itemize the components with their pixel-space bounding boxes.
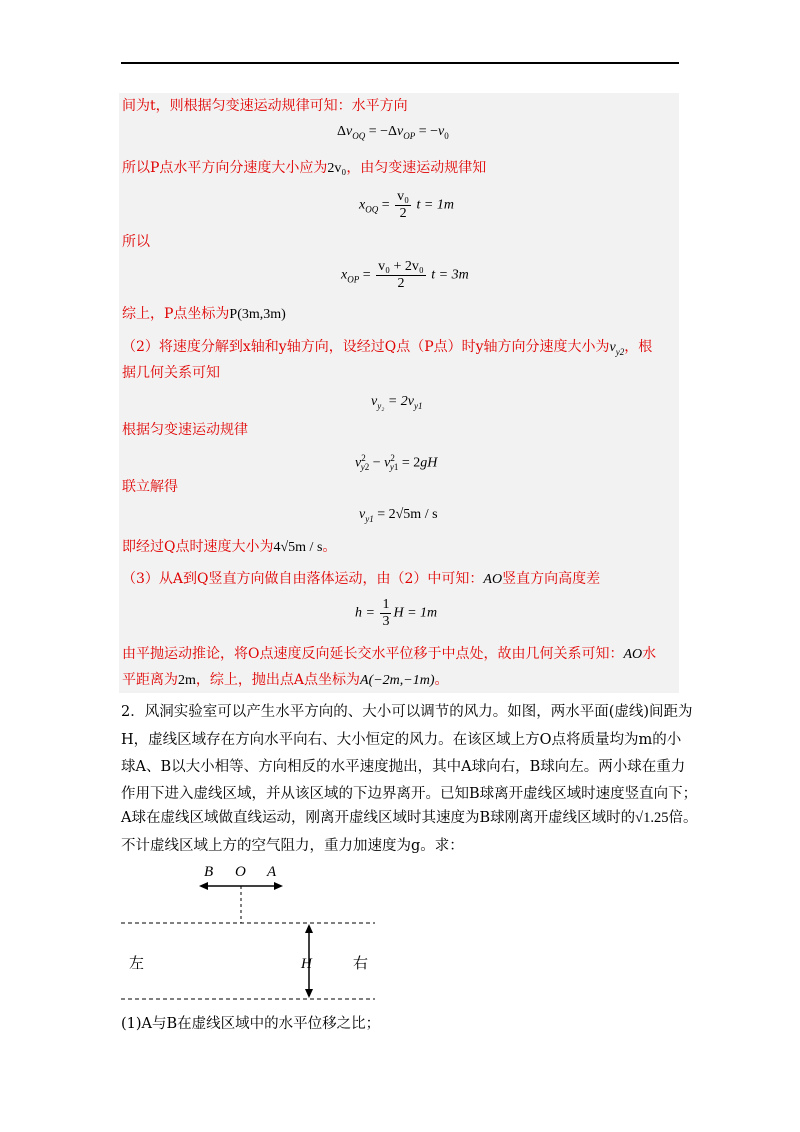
solution-line-6: 据几何关系可知 [122, 365, 220, 381]
header-rule [121, 62, 679, 64]
problem-line-6: 不计虚线区域上方的空气阻力，重力加速度为g。求： [121, 838, 464, 854]
label-a: A [267, 864, 277, 880]
solution-line-2: 所以P点水平方向分速度大小应为2v₀，由匀变速运动规律知 [122, 160, 487, 176]
solution-line-11: 由平抛运动推论，将O点速度反向延长交水平位移于中点处，故由几何关系可知：AO水 [122, 646, 657, 662]
problem-line-3: 球A、B以大小相等、方向相反的水平速度抛出，其中A球向右，B球向左。两小球在重力 [121, 759, 686, 775]
arrow-right-head [274, 882, 283, 890]
formula-x-op: $x_{OP}$ = $\frac{\text{v₀ + 2v₀}}{2}$ t = 3m [341, 259, 469, 291]
solution-line-4: 综上，P点坐标为P(3m,3m) [122, 306, 286, 322]
solution-line-3: 所以 [122, 234, 150, 250]
label-left: 左 [129, 956, 145, 972]
question-1: (1)A与B在虚线区域中的水平位移之比； [121, 1016, 381, 1032]
solution-line-10: （3）从A到Q竖直方向做自由落体运动，由（2）中可知：AO竖直方向高度差 [122, 571, 601, 587]
solution-line-7: 根据匀变速运动规律 [122, 422, 248, 438]
height-arrow-up [305, 924, 313, 933]
label-o: O [235, 864, 246, 880]
label-b: B [204, 864, 214, 880]
problem-line-1: 2．风洞实验室可以产生水平方向的、大小可以调节的风力。如图，两水平面(虚线)间距为 [121, 704, 693, 720]
solution-block [119, 93, 679, 693]
arrow-left-head [199, 882, 208, 890]
solution-line-12: 平距离为2m，综上，抛出点A点坐标为A(−2m,−1m)。 [122, 672, 449, 688]
formula-vy2: $v_{y_2} = 2v_{y1}$ [371, 394, 423, 411]
problem-line-5: A球在虚线区域做直线运动，刚离开虚线区域时其速度为B球刚离开虚线区域时的√1.25倍。 [121, 810, 698, 826]
wind-tunnel-figure [115, 855, 385, 1010]
label-right: 右 [353, 956, 369, 972]
problem-line-2: H，虚线区域存在方向水平向右、大小恒定的风力。在该区域上方O点将质量均为m的小 [121, 732, 682, 748]
label-h: H [301, 956, 312, 972]
solution-line-9: 即经过Q点时速度大小为4√5m / s。 [122, 539, 337, 555]
solution-line-8: 联立解得 [122, 479, 178, 495]
formula-vy1: $v_{y1} = 2√5m / s$ [359, 507, 438, 524]
formula-energy: $v^2_{y2} - v^2_{y1} = 2gH$ [355, 453, 438, 473]
formula-delta-v: $\Delta v_{OQ} = -\Delta v_{OP} = -v_0$ [337, 124, 449, 141]
problem-line-4: 作用下进入虚线区域，并从该区域的下边界离开。已知B球离开虚线区域时速度竖直向下； [121, 786, 698, 802]
formula-h: h = $\frac{1}{3}$ H = 1m [355, 597, 438, 629]
solution-line-1: 间为t，则根据匀变速运动规律可知：水平方向 [122, 98, 408, 114]
formula-x-oq: $x_{OQ}$ = $\frac{\text{v₀}}{2}$ t = 1m [359, 189, 454, 221]
height-arrow-down [305, 989, 313, 998]
solution-line-5: （2）将速度分解到x轴和y轴方向，设经过Q点（P点）时y轴方向分速度大小为$v_{y2}$，根 [122, 339, 653, 357]
